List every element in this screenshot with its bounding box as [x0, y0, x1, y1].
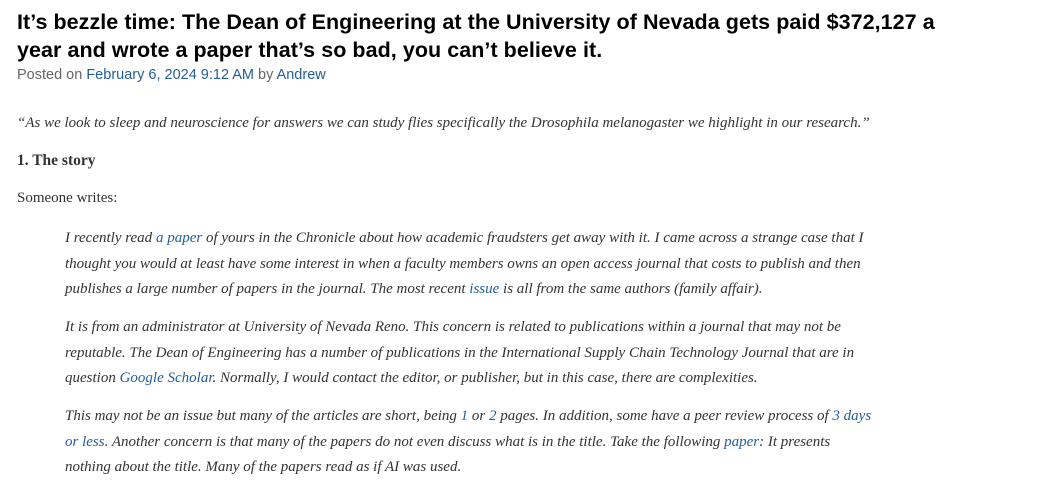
page-count-1-link[interactable]: 1: [460, 408, 469, 424]
quote-line: [65, 277, 1050, 303]
quote-line: thought you would at least have some interest in when a faculty members owns an open access journal that costs to publish and then: [65, 255, 861, 272]
paper-link[interactable]: paper: [724, 433, 760, 450]
posted-on-label: Posted on: [17, 67, 87, 83]
post-meta: [17, 66, 1047, 84]
quote-line: [65, 366, 1050, 392]
post-date-link[interactable]: February 6, 2024 9:12 AM: [86, 67, 254, 83]
three-days-link[interactable]: 3 days: [832, 408, 872, 424]
text-run: of yours in the Chronicle about how academic fraudsters get away with it. I came across a strange case that I: [202, 230, 864, 246]
google-scholar-link[interactable]: Google Scholar: [119, 370, 213, 386]
blockquote-paragraph-3: [65, 404, 1050, 481]
text-run: is all from the same authors (family affair).: [499, 281, 763, 297]
text-run: . Normally, I would contact the editor, or publisher, but in this case, there are complexities.: [212, 370, 758, 386]
quote-line: [65, 404, 1050, 430]
section-heading: 1. The story: [17, 152, 96, 169]
text-run: This may not be an issue but many of the articles are short, being: [65, 408, 461, 424]
or-less-link[interactable]: or less: [65, 433, 105, 450]
quote-line: [65, 430, 1050, 456]
intro-text: Someone writes:: [17, 190, 118, 206]
by-label: by: [253, 67, 277, 83]
quote-line: reputable. The Dean of Engineering has a number of publications in the International Supply Chain Technology Journal that are in: [65, 344, 855, 361]
page-count-2-link[interactable]: 2: [489, 408, 497, 424]
text-run: pages. In addition, some have a peer review process of: [496, 408, 833, 424]
quote-line: It is from an administrator at University of Nevada Reno. This concern is related to publications within a journal that may not be: [65, 319, 841, 335]
post-title-line-2: year and wrote a paper that’s so bad, you can’t believe it.: [17, 38, 603, 62]
post-title-line-1: It’s bezzle time: The Dean of Engineering at the University of Nevada gets paid $372,127 a: [17, 10, 935, 34]
blockquote-paragraph-2: [65, 315, 1050, 392]
quote-line: [65, 226, 1050, 252]
post-title: [17, 8, 1047, 64]
text-run: . Another concern is that many of the papers do not even discuss what is in the title. Take the following: [104, 433, 725, 450]
text-run: publishes a large number of papers in the journal. The most recent: [65, 281, 470, 297]
text-run: : It presents: [759, 433, 831, 450]
quote-line: nothing about the title. Many of the papers read as if AI was used.: [65, 459, 462, 475]
text-run: I recently read: [65, 230, 156, 246]
blockquote-paragraph-1: [65, 226, 1050, 303]
text-run: question: [65, 370, 120, 386]
text-run: or: [468, 408, 490, 424]
epigraph-quote: “As we look to sleep and neuroscience for answers we can study flies specifically the Drosophila melanogaster we highlight in our research.”: [17, 115, 870, 131]
blog-post: [17, 0, 1047, 475]
author-link[interactable]: Andrew: [276, 67, 326, 83]
a-paper-link[interactable]: a paper: [155, 230, 203, 246]
issue-link[interactable]: issue: [469, 281, 500, 297]
